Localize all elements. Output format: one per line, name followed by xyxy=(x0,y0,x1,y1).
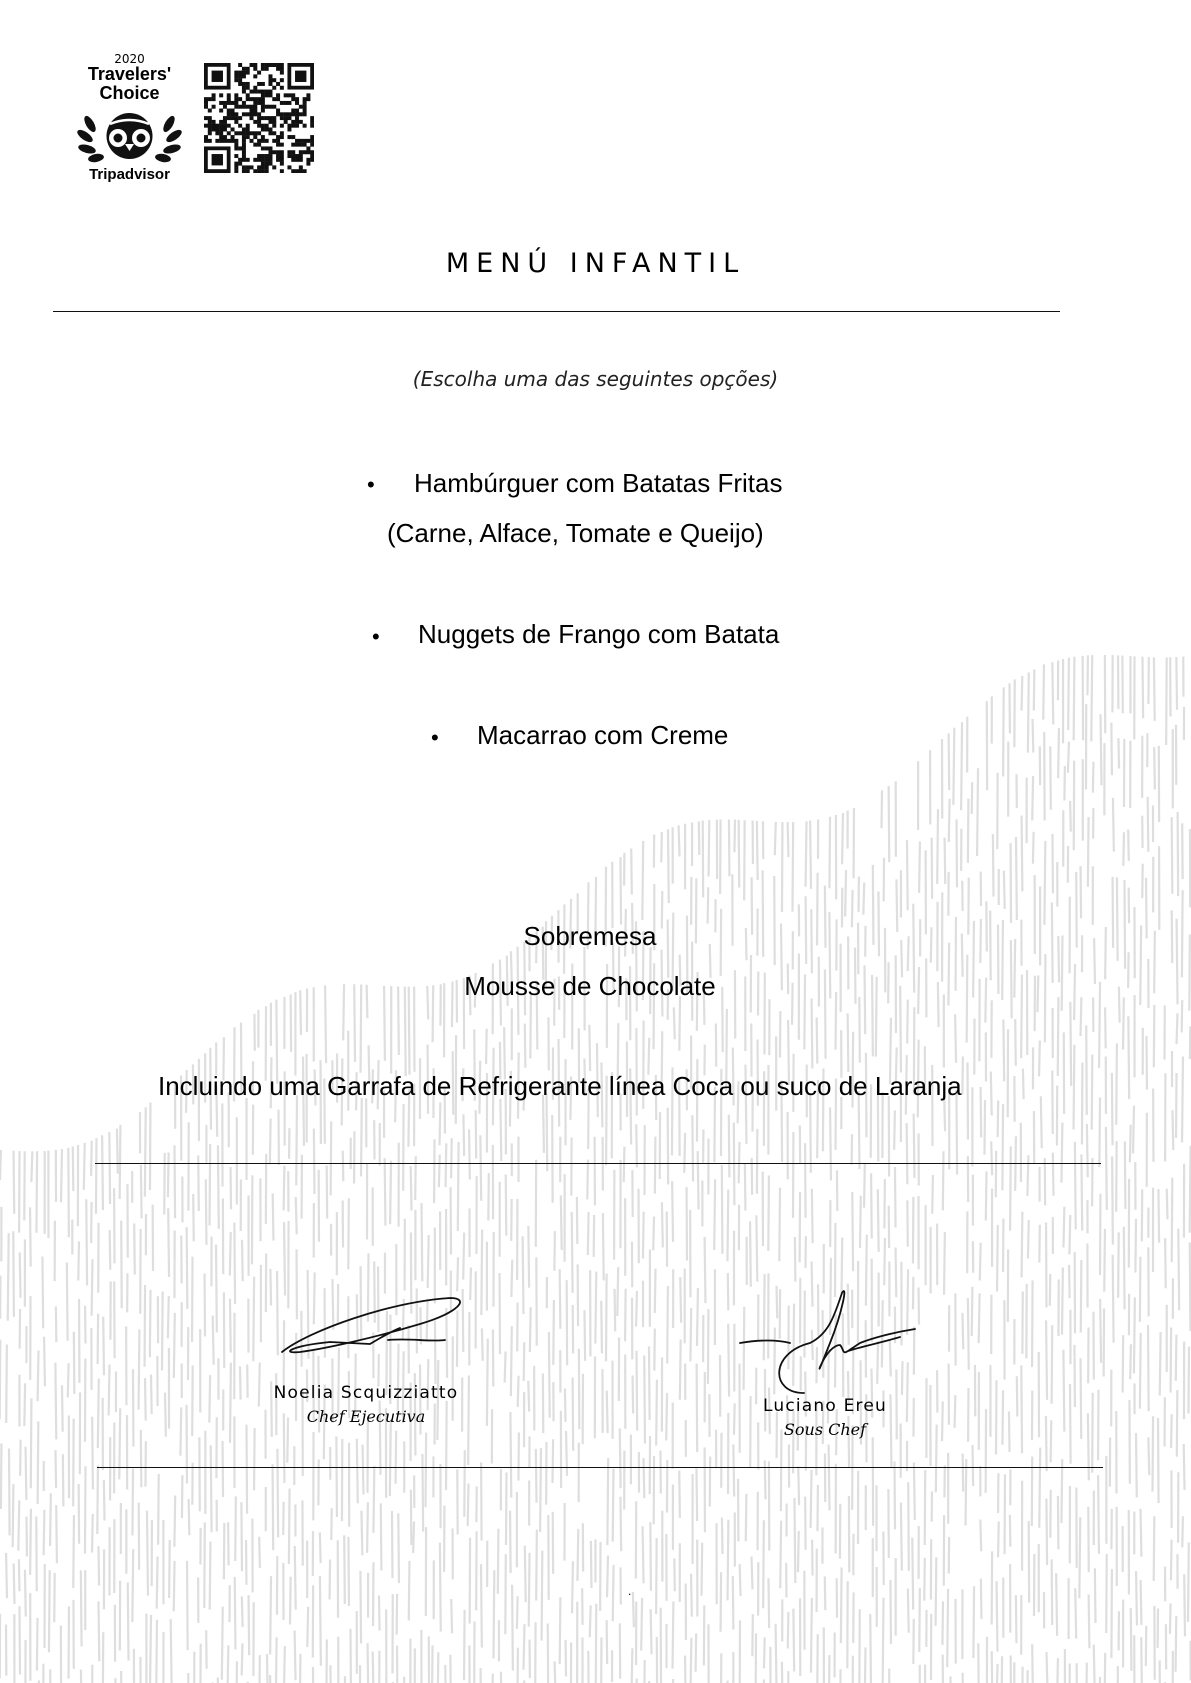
qr-code-icon xyxy=(204,63,314,173)
option-1-detail: (Carne, Alface, Tomate e Queijo) xyxy=(387,518,764,548)
menu-subtitle: (Escolha uma das seguintes opções) xyxy=(412,367,779,391)
footer-mark: . xyxy=(628,1584,632,1598)
signature-luciano-drawing xyxy=(730,1283,930,1403)
badge-line1: Travelers' xyxy=(87,64,172,84)
badge-brand: Tripadvisor xyxy=(89,166,170,183)
signature-2-name: Luciano Ereu xyxy=(762,1396,887,1416)
signature-2-role: Sous Chef xyxy=(783,1420,867,1439)
signature-bottom-divider xyxy=(97,1467,1103,1468)
signature-top-divider xyxy=(95,1163,1101,1164)
option-3-bullet: • xyxy=(431,725,439,750)
badge-line2: Choice xyxy=(99,83,160,103)
travelers-choice-badge xyxy=(72,52,187,184)
title-divider xyxy=(53,311,1060,312)
option-1-bullet: • xyxy=(367,472,375,497)
signature-noelia-drawing xyxy=(270,1290,470,1370)
option-3-label: Macarrao com Creme xyxy=(477,720,729,750)
dessert-item: Mousse de Chocolate xyxy=(464,971,716,1001)
dessert-heading: Sobremesa xyxy=(523,921,657,951)
page-title: MENÚ INFANTIL xyxy=(445,248,746,279)
option-2-label: Nuggets de Frango com Batata xyxy=(418,619,780,649)
signature-1-name: Noelia Scquizziatto xyxy=(273,1383,459,1403)
drink-note: Incluindo uma Garrafa de Refrigerante línea Coca ou suco de Laranja xyxy=(158,1071,962,1101)
signature-1-role: Chef Ejecutiva xyxy=(306,1407,426,1426)
option-2-bullet: • xyxy=(372,624,380,649)
tripadvisor-owl-icon xyxy=(74,104,185,166)
badge-year: 2020 xyxy=(114,52,145,66)
option-1-label: Hambúrguer com Batatas Fritas xyxy=(414,468,783,498)
